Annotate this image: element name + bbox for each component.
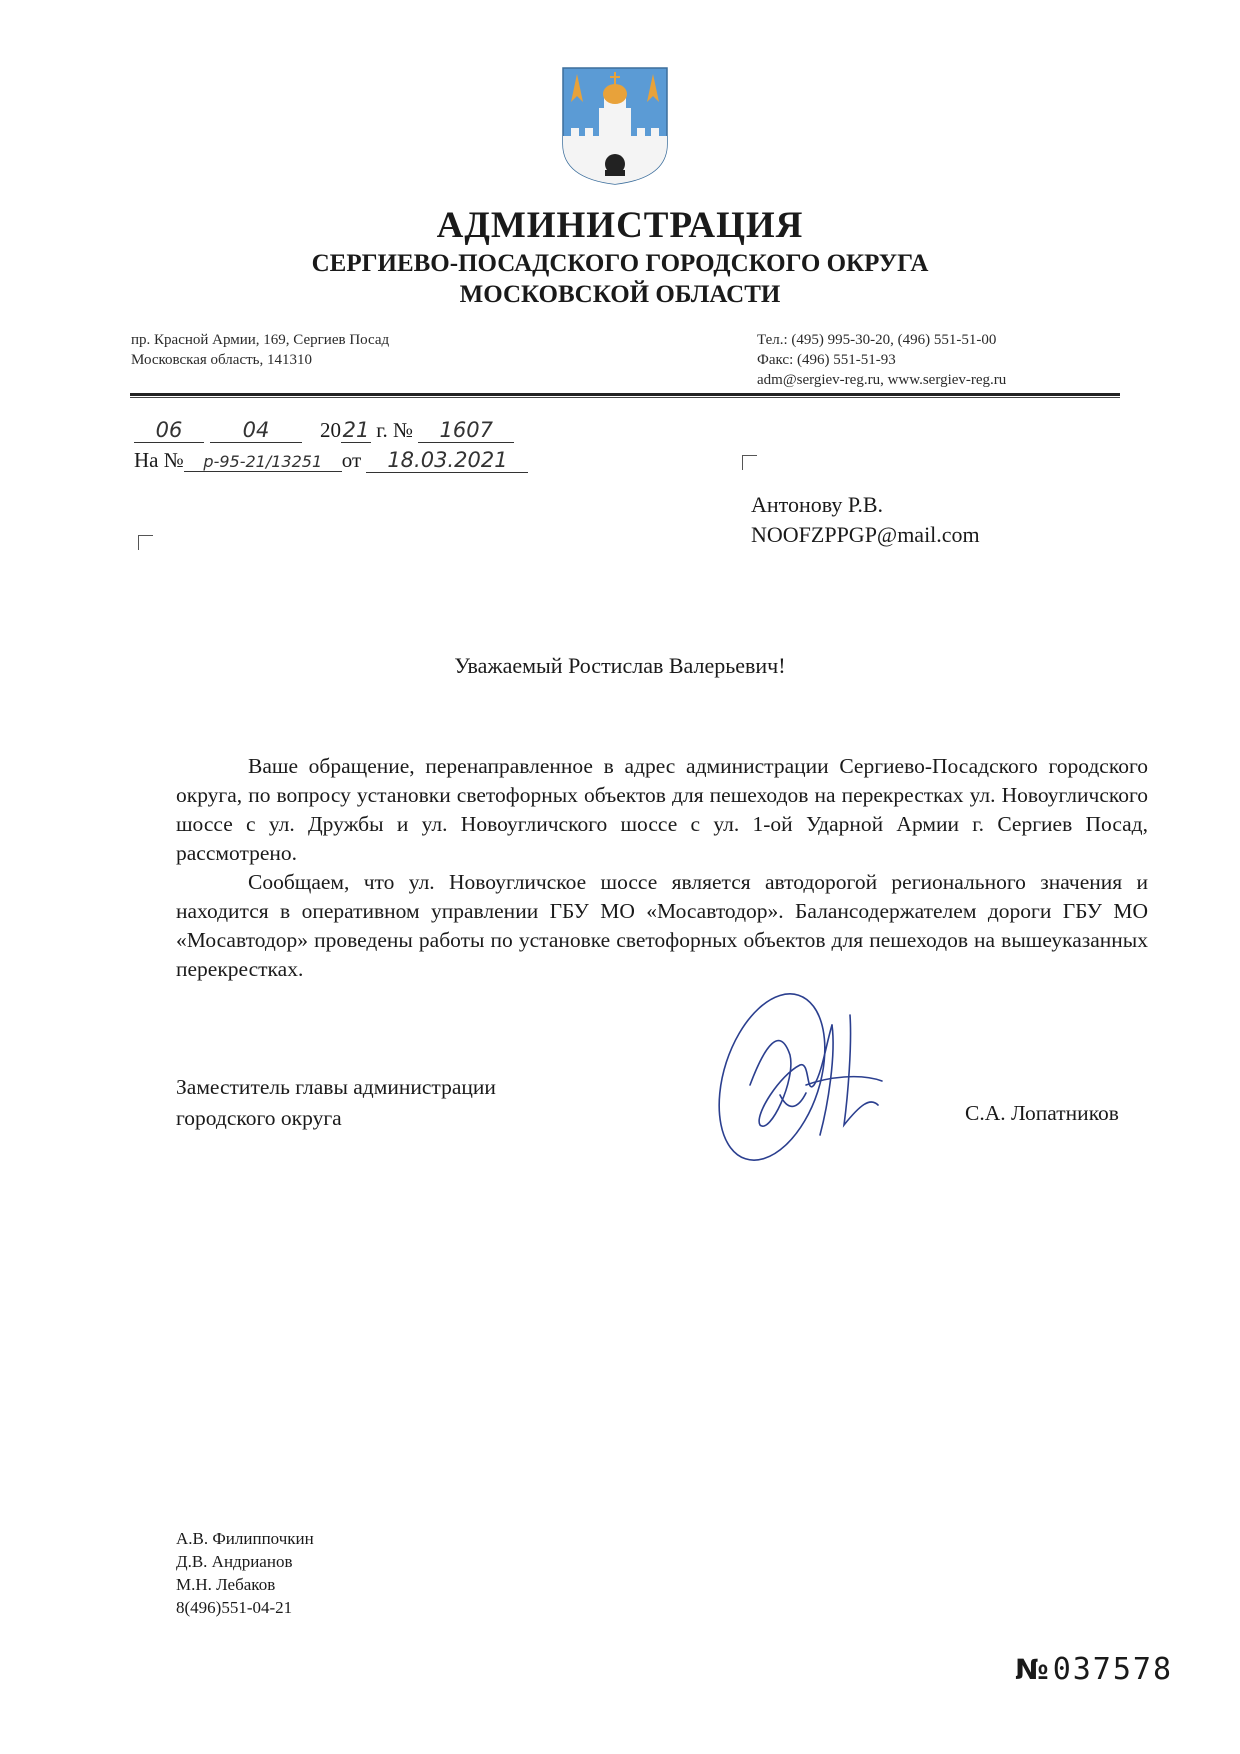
fax-line: Факс: (496) 551-51-93 <box>757 352 896 368</box>
reg-number-label: г. № <box>376 418 414 442</box>
reg-month: 04 <box>210 418 302 443</box>
address-line2: Московская область, 141310 <box>131 352 312 368</box>
org-name-line2: СЕРГИЕВО-ПОСАДСКОГО ГОРОДСКОГО ОКРУГА <box>311 250 929 277</box>
signatory-name: С.А. Лопатников <box>965 1101 1119 1125</box>
reg-year-prefix: 20 <box>320 418 341 442</box>
signatory-title <box>176 1072 496 1134</box>
signatory-title-line2: городского округа <box>176 1106 342 1130</box>
org-contacts <box>757 330 1006 390</box>
serial-prefix: № <box>1015 1653 1049 1686</box>
address-line1: пр. Красной Армии, 169, Сергиев Посад <box>131 332 390 348</box>
phone-line: Тел.: (495) 995-30-20, (496) 551-51-00 <box>757 332 997 348</box>
recipient-email: NOOFZPPGP@mail.com <box>751 522 980 547</box>
reply-ref-line <box>134 448 528 473</box>
handwritten-signature <box>710 985 910 1165</box>
reg-year-suffix: 21 <box>342 418 370 442</box>
reply-date: 18.03.2021 <box>366 448 528 473</box>
letter-body <box>176 752 1148 984</box>
salutation: Уважаемый Ростислав Валерьевич! <box>454 653 786 678</box>
org-name-title: АДМИНИСТРАЦИЯ <box>436 205 804 246</box>
signatory-title-line1: Заместитель главы администрации <box>176 1075 496 1099</box>
coat-of-arms-emblem <box>561 66 669 186</box>
org-name-line3: МОСКОВСКОЙ ОБЛАСТИ <box>459 281 781 308</box>
serial-number: 037578 <box>1052 1652 1174 1687</box>
reg-day: 06 <box>134 418 204 443</box>
body-paragraph-2: Сообщаем, что ул. Новоугличское шоссе является автодорогой регионального значения и находится в оперативном управлении ГБУ МО «Мосавтодор». Балансодержателем дороги ГБУ МО «Мосавтодор» проведены работы по установке светофорных объектов для пешеходов на вышеуказанных перекрестках. <box>176 870 1148 981</box>
executors-list <box>176 1527 314 1619</box>
body-paragraph-1: Ваше обращение, перенаправленное в адрес администрации Сергиево-Посадского городского округа, по вопросу установки светофорных объектов для пешеходов на перекрестках ул. Новоугличского шоссе с ул. Дружбы и ул. Новоугличского шоссе с ул. 1-ой Ударной Армии г. Сергиев Посад, рассмотрено. <box>176 754 1148 865</box>
org-address <box>131 330 389 370</box>
reg-number: 1607 <box>418 418 514 443</box>
executor-1: А.В. Филиппочкин <box>176 1529 314 1548</box>
reply-label: На № <box>134 448 184 472</box>
executor-2: Д.В. Андрианов <box>176 1552 293 1571</box>
executor-phone: 8(496)551-04-21 <box>176 1598 293 1617</box>
header-divider <box>130 393 1120 396</box>
recipient-name: Антонову Р.В. <box>751 492 884 517</box>
recipient-block <box>751 490 980 550</box>
reply-number: р-95-21/13251 <box>184 452 342 472</box>
reply-from-label: от <box>341 448 362 472</box>
registration-date-line <box>134 418 514 443</box>
executor-3: М.Н. Лебаков <box>176 1575 276 1594</box>
form-serial-number <box>1015 1652 1173 1687</box>
header-divider-thin <box>130 397 1120 398</box>
reference-corner-mark <box>138 535 153 550</box>
address-corner-mark <box>742 455 757 470</box>
web-line: adm@sergiev-reg.ru, www.sergiev-reg.ru <box>757 372 1007 388</box>
